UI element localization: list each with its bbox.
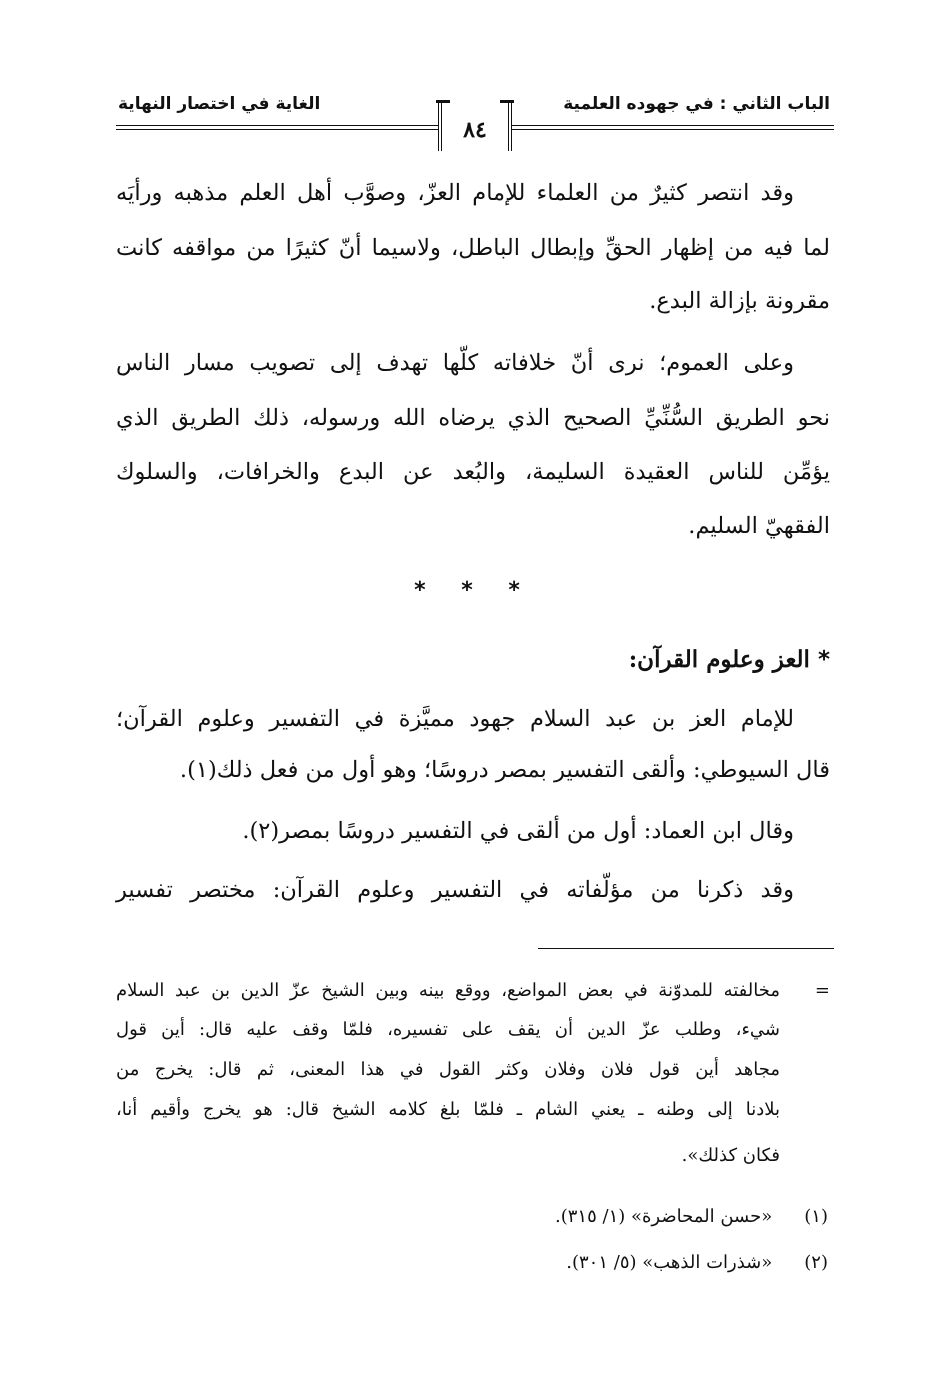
chapter-title: الباب الثاني : في جهوده العلمية bbox=[563, 94, 830, 114]
body-line: يؤمِّن للناس العقيدة السليمة، والبُعد عن البدع والخرافات، والسلوك bbox=[116, 459, 830, 485]
body-line: الفقهيّ السليم. bbox=[688, 513, 830, 539]
footnote-line: مجاهد أين قول فلان وفلان وكثر القول في هذا المعنى، ثم قال: يخرج من bbox=[116, 1059, 780, 1080]
footnote-line: بلادنا إلى وطنه ـ يعني الشام ـ فلمّا بلغ كلامه الشيخ قال: هو يخرج وأقيم أنا، bbox=[116, 1099, 780, 1120]
footnote-number: (١) bbox=[804, 1206, 828, 1227]
footnote-continuation-mark: = bbox=[814, 980, 830, 1001]
body-line: وقد ذكرنا من مؤلّفاته في التفسير وعلوم القرآن: مختصر تفسير bbox=[116, 877, 794, 903]
body-line: لما فيه من إظهار الحقِّ وإبطال الباطل، ولاسيما أنّ كثيرًا من مواقفه كانت bbox=[116, 235, 830, 261]
section-heading bbox=[629, 646, 830, 673]
heading-text: العز وعلوم القرآن: bbox=[628, 646, 810, 673]
body-line: نحو الطريق السُّنِّيِّ الصحيح الذي يرضاه الله ورسوله، ذلك الطريق الذي bbox=[116, 405, 830, 431]
body-line: وعلى العموم؛ نرى أنّ خلافاته كلّها تهدف إلى تصويب مسار الناس bbox=[116, 350, 794, 376]
header-rule bbox=[116, 125, 438, 126]
heading-bullet: * bbox=[817, 647, 830, 673]
body-line: وقال ابن العماد: أول من ألقى في التفسير دروسًا بمصر(٢). bbox=[242, 818, 794, 844]
header-rule bbox=[116, 129, 438, 130]
section-separator: * * * bbox=[414, 578, 534, 603]
footnote-2 bbox=[116, 1252, 828, 1273]
footnote-1 bbox=[116, 1206, 828, 1227]
footnote-text: «شذرات الذهب» (٥/ ٣٠١). bbox=[566, 1252, 773, 1273]
body-line: قال السيوطي: وألقى التفسير بمصر دروسًا؛ وهو أول من فعل ذلك(١). bbox=[179, 757, 830, 783]
header-rule bbox=[512, 125, 834, 126]
footnote-separator bbox=[538, 948, 834, 949]
page-number: ٨٤ bbox=[463, 117, 487, 143]
body-line: للإمام العز بن عبد السلام جهود مميَّزة في التفسير وعلوم القرآن؛ bbox=[116, 706, 794, 732]
footnote-line: فكان كذلك». bbox=[681, 1145, 780, 1166]
footnote-line: شيء، وطلب عزّ الدين أن يقف على تفسيره، فلمّا وقف عليه قال: أين قول bbox=[116, 1019, 780, 1040]
book-title: الغاية في اختصار النهاية bbox=[118, 94, 321, 114]
body-line: وقد انتصر كثيرٌ من العلماء للإمام العزّ، وصوَّب أهل العلم مذهبه ورأيَه bbox=[116, 180, 794, 206]
footnote-number: (٢) bbox=[804, 1252, 828, 1273]
footnote-line: مخالفته للمدوّنة في بعض المواضع، ووقع بينه وبين الشيخ عزّ الدين بن عبد السلام bbox=[116, 980, 780, 1001]
header-rule bbox=[512, 129, 834, 130]
footnote-text: «حسن المحاضرة» (١/ ٣١٥). bbox=[555, 1206, 773, 1227]
body-line: مقرونة بإزالة البدع. bbox=[649, 288, 830, 314]
